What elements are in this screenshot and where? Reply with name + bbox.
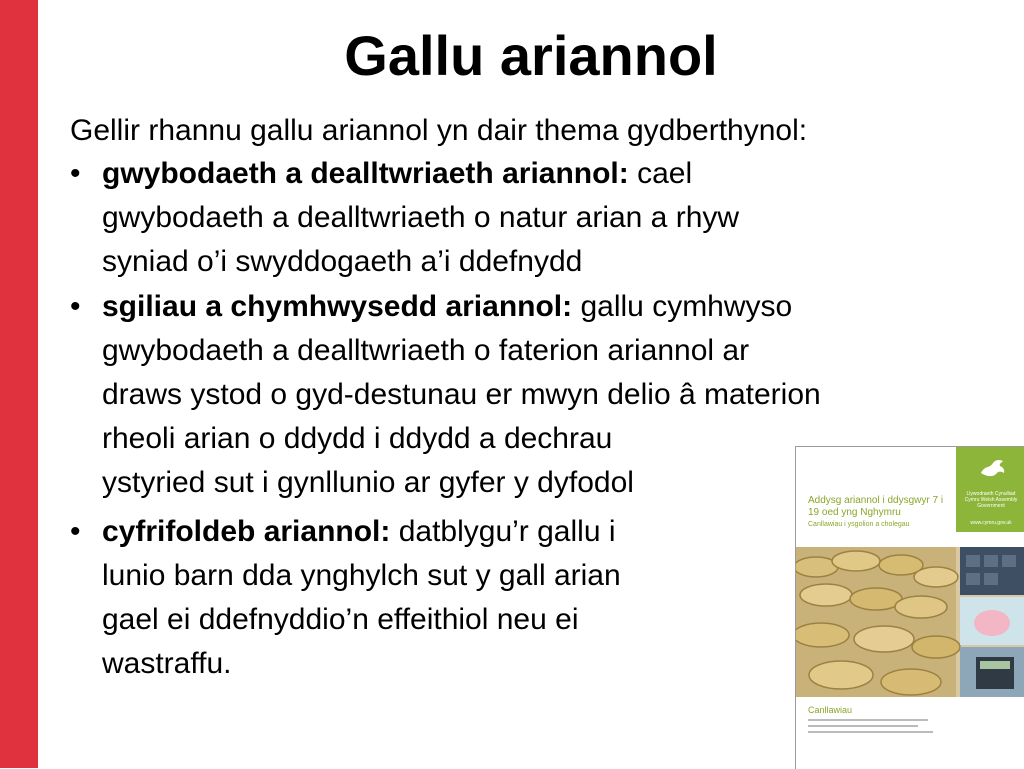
bullet-text: gael ei ddefnyddio’n effeithiol neu ei [102, 603, 579, 636]
document-subtitle: Canllawiau i ysgolion a cholegau [808, 521, 910, 528]
bullet-text: gallu cymhwyso [572, 290, 793, 323]
bullet-marker: • [70, 290, 81, 323]
bullet-text: ystyried sut i gynllunio ar gyfer y dyfodol [102, 466, 634, 499]
coins-photo [796, 547, 1024, 697]
bullet-text: draws ystod o gyd-destunau er mwyn delio â materion [102, 378, 821, 411]
slide-title: Gallu ariannol [344, 24, 718, 87]
bullet-text: rheoli arian o ddydd i ddydd a dechrau [102, 422, 613, 455]
government-name: Llywodraeth Cynulliad Cymru Welsh Assembly Government [964, 491, 1018, 509]
bullet-marker: • [70, 157, 81, 190]
dragon-logo-icon [979, 457, 1007, 479]
document-fine-print [808, 719, 948, 737]
bullet-text: wastraffu. [102, 647, 232, 680]
bullet-marker: • [70, 515, 81, 548]
document-header [796, 447, 1024, 535]
bullet-text: lunio barn dda ynghylch sut y gall arian [102, 559, 621, 592]
bullet-text: gwybodaeth a dealltwriaeth o faterion ariannol ar [102, 334, 750, 367]
bullet-heading: cyfrifoldeb ariannol: [102, 515, 391, 548]
accent-bar [0, 0, 38, 768]
bullet-heading: gwybodaeth a dealltwriaeth ariannol: [102, 157, 629, 190]
intro-text: Gellir rhannu gallu ariannol yn dair thema gydberthynol: [70, 114, 808, 147]
document-cover-image [795, 446, 1024, 769]
bullet-text: datblygu’r gallu i [390, 515, 616, 548]
document-title: Addysg ariannol i ddysgwyr 7 i 19 oed yng Nghymru [808, 495, 944, 518]
bullet-text: syniad o’i swyddogaeth a’i ddefnydd [102, 245, 583, 278]
bullet-text: cael [628, 157, 693, 190]
bullet-text: gwybodaeth a dealltwriaeth o natur arian a rhyw [102, 201, 740, 234]
bullet-heading: sgiliau a chymhwysedd ariannol: [102, 290, 573, 323]
document-caption: Canllawiau [808, 705, 853, 715]
document-url: www.cymru.gov.uk [970, 520, 1012, 526]
